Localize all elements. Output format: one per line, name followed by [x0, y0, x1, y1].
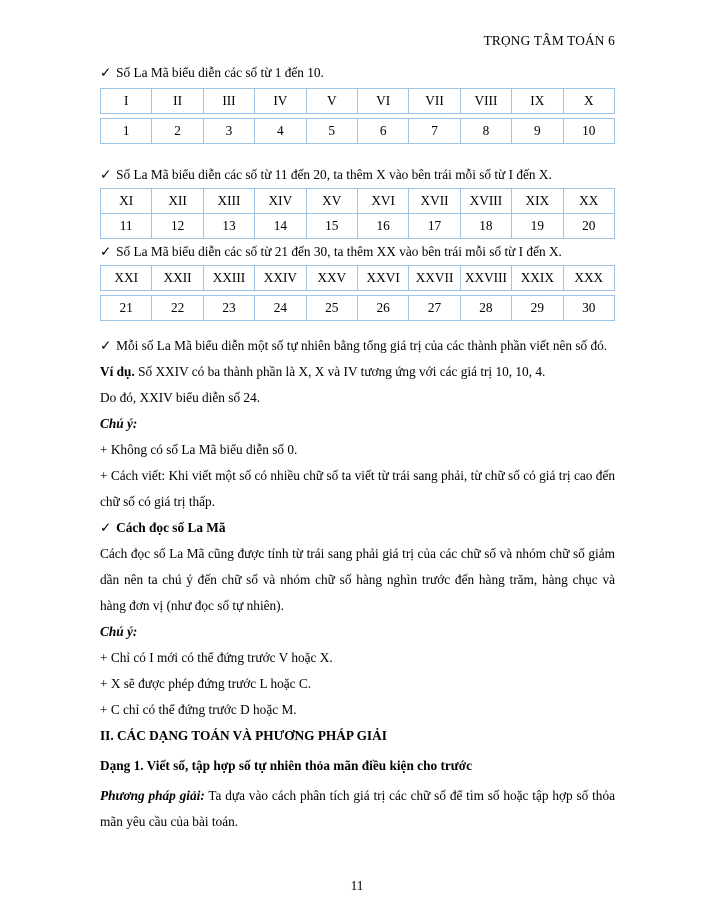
table-cell: XVI	[357, 189, 408, 214]
roman-numerals-row	[100, 265, 615, 291]
bullet-heading-text: Cách đọc số La Mã	[116, 520, 226, 535]
table-row	[101, 189, 615, 214]
table-cell: 23	[203, 296, 254, 321]
table-row	[101, 266, 615, 291]
table-cell: 10	[563, 119, 614, 144]
bullet-text: Số La Mã biểu diễn các số từ 11 đến 20, ta thêm X vào bên trái mỗi số từ I đến X.	[116, 167, 552, 182]
check-icon: ✓	[100, 338, 112, 353]
table-cell: 11	[101, 214, 152, 239]
table-cell: 29	[512, 296, 563, 321]
roman-table	[100, 188, 615, 239]
bullet-sum-rule	[100, 333, 615, 359]
reading-paragraph: Cách đọc số La Mã cũng được tính từ trái sang phải giá trị của các chữ số và nhóm chữ số giảm dần nên ta chú ý đến chữ số và nhóm chữ số hàng nghìn trước đến hàng trăm, hàng chục và hàng đơn vị (như đọc số tự nhiên).	[100, 546, 615, 613]
check-icon: ✓	[100, 65, 112, 80]
roman-numerals-row	[100, 88, 615, 114]
page-number: 11	[350, 878, 364, 893]
table-cell: 4	[255, 119, 306, 144]
example-text: Số XXIV có ba thành phần là X, X và IV tương ứng với các giá trị 10, 10, 4.	[134, 364, 546, 379]
table-cell: VIII	[460, 89, 511, 114]
method-label: Phương pháp giải:	[100, 788, 205, 803]
roman-table-1-10	[100, 88, 615, 144]
table-cell: XXI	[101, 266, 152, 291]
table-cell: 6	[357, 119, 408, 144]
table-cell: 13	[203, 214, 254, 239]
table-cell: 27	[409, 296, 460, 321]
table-cell: VI	[357, 89, 408, 114]
roman-table-11-20	[100, 188, 615, 239]
table-cell: 1	[101, 119, 152, 144]
table-cell: 17	[409, 214, 460, 239]
table-row	[101, 214, 615, 239]
table-cell: XXIX	[512, 266, 563, 291]
table-cell: XXIV	[255, 266, 306, 291]
table-cell: XXVI	[357, 266, 408, 291]
bullet-text: Số La Mã biểu diễn các số từ 1 đến 10.	[116, 65, 324, 80]
note-item: + Chỉ có I mới có thể đứng trước V hoặc X.	[100, 650, 333, 665]
table-cell: 22	[152, 296, 203, 321]
method-paragraph	[100, 783, 615, 835]
table-cell: 26	[357, 296, 408, 321]
note-item: + X sẽ được phép đứng trước L hoặc C.	[100, 676, 312, 691]
table-row	[101, 296, 615, 321]
table-cell: 3	[203, 119, 254, 144]
table-cell: 12	[152, 214, 203, 239]
table-cell: XI	[101, 189, 152, 214]
table-cell: 14	[255, 214, 306, 239]
table-cell: XXX	[563, 266, 614, 291]
table-row	[101, 119, 615, 144]
table-cell: 2	[152, 119, 203, 144]
table-cell: I	[101, 89, 152, 114]
table-cell: XIII	[203, 189, 254, 214]
table-cell: XIX	[512, 189, 563, 214]
note-label: Chú ý:	[100, 624, 138, 639]
roman-table-21-30	[100, 265, 615, 321]
check-icon: ✓	[100, 520, 112, 535]
table-cell: 19	[512, 214, 563, 239]
table-cell: II	[152, 89, 203, 114]
bullet-text: Số La Mã biểu diễn các số từ 21 đến 30, ta thêm XX vào bên trái mỗi số từ I đến X.	[116, 244, 562, 259]
page-header-title: TRỌNG TÂM TOÁN 6	[483, 33, 615, 48]
table-cell: 16	[357, 214, 408, 239]
table-cell: XIV	[255, 189, 306, 214]
table-cell: 28	[460, 296, 511, 321]
table-cell: XXIII	[203, 266, 254, 291]
table-cell: XXV	[306, 266, 357, 291]
table-cell: XVIII	[460, 189, 511, 214]
table-cell: VII	[409, 89, 460, 114]
table-cell: XV	[306, 189, 357, 214]
table-cell: 8	[460, 119, 511, 144]
check-icon: ✓	[100, 167, 112, 182]
table-cell: XII	[152, 189, 203, 214]
table-cell: 18	[460, 214, 511, 239]
table-cell: IX	[512, 89, 563, 114]
table-cell: XXVII	[409, 266, 460, 291]
bullet-reading-heading	[100, 515, 615, 541]
bullet-text: Mỗi số La Mã biểu diễn một số tự nhiên bằng tổng giá trị của các thành phần viết nên số đó.	[116, 338, 608, 353]
table-cell: 25	[306, 296, 357, 321]
note-item: + Cách viết: Khi viết một số có nhiều chữ số ta viết từ trái sang phải, từ chữ số có giá trị cao đến chữ số có giá trị thấp.	[100, 468, 615, 509]
table-cell: X	[563, 89, 614, 114]
table-cell: XX	[563, 189, 614, 214]
table-cell: 20	[563, 214, 614, 239]
note-item: + Không có số La Mã biểu diễn số 0.	[100, 442, 298, 457]
table-cell: 24	[255, 296, 306, 321]
method-text: Ta dựa vào cách phân tích giá trị các chữ số để tìm số hoặc tập hợp số thỏa mãn yêu cầu của bài toán.	[100, 788, 616, 829]
bullet-roman-11-20	[100, 162, 615, 188]
table-cell: 5	[306, 119, 357, 144]
note-item: + C chỉ có thể đứng trước D hoặc M.	[100, 702, 297, 717]
note-label: Chú ý:	[100, 416, 138, 431]
table-cell: III	[203, 89, 254, 114]
example-paragraph	[100, 359, 615, 385]
section-heading: II. CÁC DẠNG TOÁN VÀ PHƯƠNG PHÁP GIẢI	[100, 728, 387, 743]
table-row	[101, 89, 615, 114]
arabic-numbers-row	[100, 295, 615, 321]
dang1-heading: Dạng 1. Viết số, tập hợp số tự nhiên thỏa mãn điều kiện cho trước	[100, 758, 473, 773]
table-cell: 7	[409, 119, 460, 144]
bullet-roman-21-30	[100, 239, 615, 265]
example-label: Ví dụ.	[100, 364, 135, 379]
table-cell: IV	[255, 89, 306, 114]
check-icon: ✓	[100, 244, 112, 259]
example-conclusion: Do đó, XXIV biểu diễn số 24.	[100, 390, 261, 405]
table-cell: 9	[512, 119, 563, 144]
table-cell: 15	[306, 214, 357, 239]
bullet-roman-1-10	[100, 60, 615, 86]
table-cell: V	[306, 89, 357, 114]
table-cell: XXVIII	[460, 266, 511, 291]
table-cell: 30	[563, 296, 614, 321]
arabic-numbers-row	[100, 118, 615, 144]
table-cell: XVII	[409, 189, 460, 214]
table-cell: XXII	[152, 266, 203, 291]
table-cell: 21	[101, 296, 152, 321]
